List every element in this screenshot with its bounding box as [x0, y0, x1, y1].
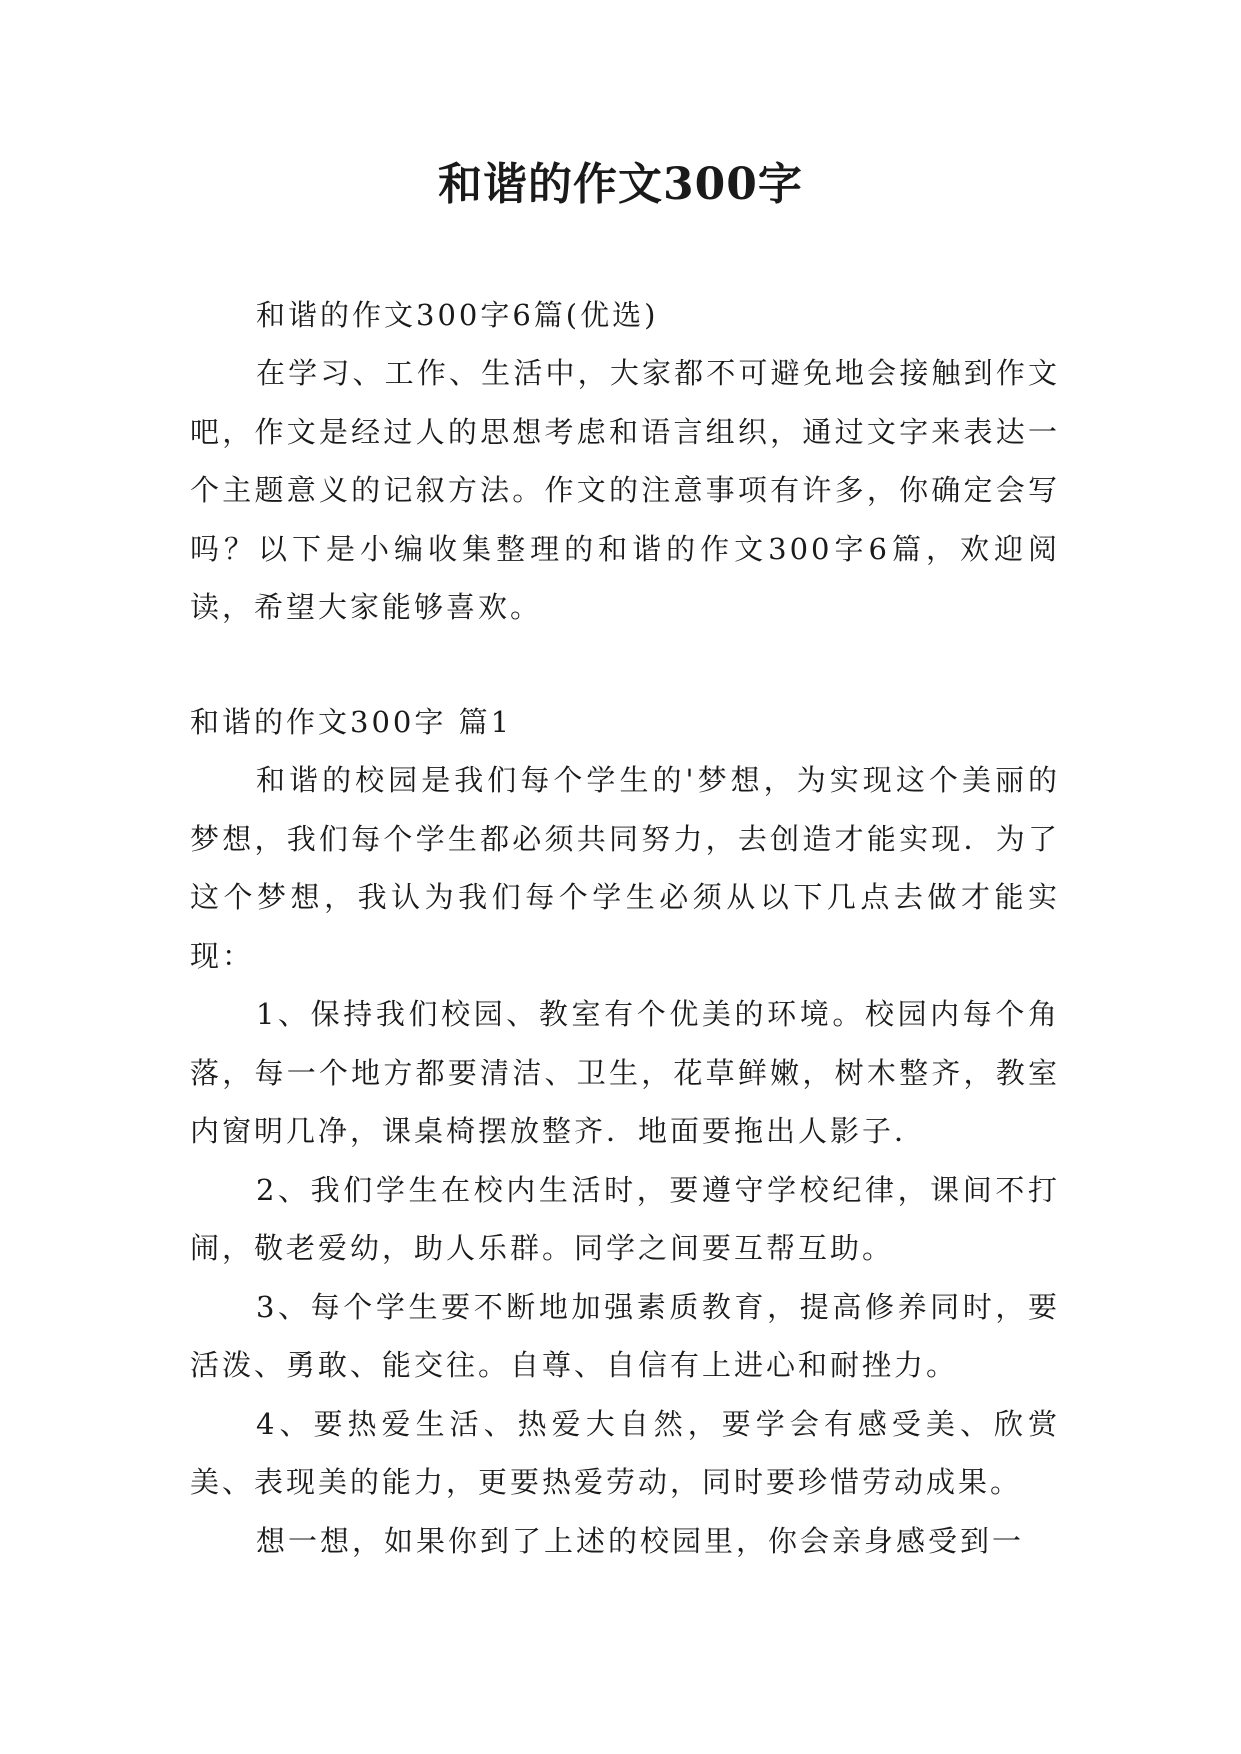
section-body — [190, 751, 1060, 1570]
paragraph: 想一想，如果你到了上述的校园里，你会亲身感受到一 — [256, 1523, 1025, 1558]
paragraph: 4、要热爱生活、热爱大自然，要学会有感受美、欣赏美、表现美的能力，更要热爱劳动，同时要珍惜劳动成果。 — [190, 1406, 1060, 1499]
section-heading: 和谐的作文300字 篇1 — [190, 705, 513, 739]
document-title: 和谐的作文300字 — [438, 159, 803, 210]
paragraph: 和谐的校园是我们每个学生的'梦想，为实现这个美丽的梦想，我们每个学生都必须共同努力，去创造才能实现．为了这个梦想，我认为我们每个学生必须从以下几点去做才能实现： — [190, 763, 1060, 973]
document-subtitle: 和谐的作文300字6篇(优选) — [256, 298, 659, 332]
paragraph: 3、每个学生要不断地加强素质教育，提高修养同时，要活泼、勇敢、能交往。自尊、自信有上进心和耐挫力。 — [190, 1289, 1060, 1382]
intro-paragraph: 在学习、工作、生活中，大家都不可避免地会接触到作文吧，作文是经过人的思想考虑和语言组织，通过文字来表达一个主题意义的记叙方法。作文的注意事项有许多，你确定会写吗？以下是小编收集整理的和谐的作文300字6篇，欢迎阅读，希望大家能够喜欢。 — [190, 356, 1060, 624]
paragraph: 1、保持我们校园、教室有个优美的环境。校园内每个角落，每一个地方都要清洁、卫生，花草鲜嫩，树木整齐，教室内窗明几净，课桌椅摆放整齐．地面要拖出人影子． — [190, 997, 1060, 1148]
paragraph: 2、我们学生在校内生活时，要遵守学校纪律，课间不打闹，敬老爱幼，助人乐群。同学之间要互帮互助。 — [190, 1172, 1060, 1265]
